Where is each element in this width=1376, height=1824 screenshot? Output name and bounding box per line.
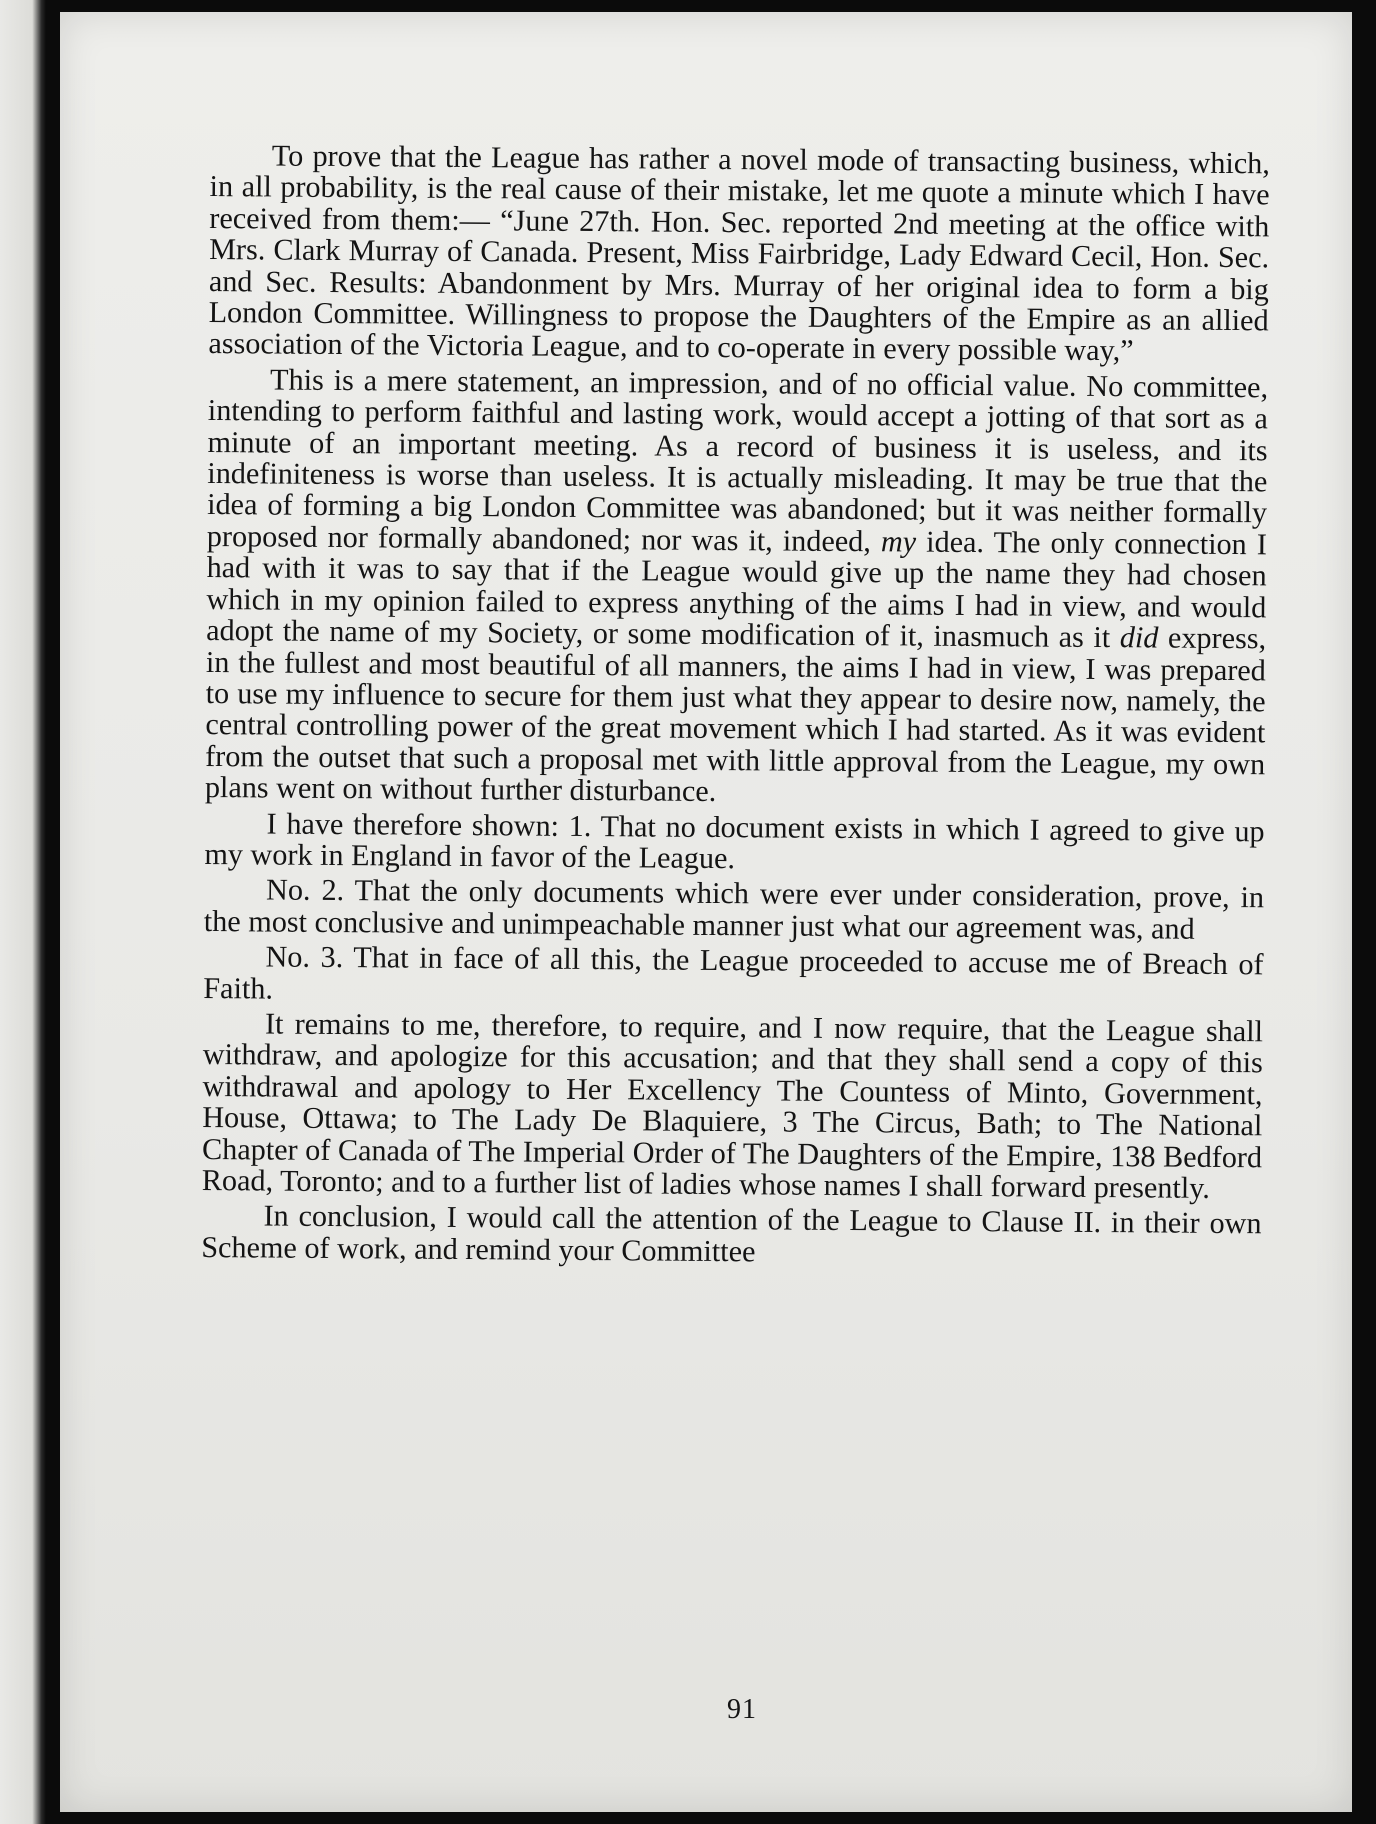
facing-page-edge <box>0 0 46 1824</box>
paragraph-point-3: No. 3. That in face of all this, the League proceeded to accuse me of Breach of Faith. <box>203 939 1264 1006</box>
body-text <box>201 140 1270 1276</box>
paragraph-minute-quote: To prove that the League has rather a novel mode of transacting business, which, in all probability, is the real cause of their mistake, let me quote a minute which I have received from them:— “June 27th. Hon. Sec. reported 2nd meeting at the office with Mrs. Clark Murray of Canada. Present, Miss Fairbridge, Lady Edward Cecil, Hon. Sec. and Sec. Results: Abandonment by Mrs. Murray of her original idea to form a big London Committee. Willingness to propose the Daughters of the Empire as an allied association of the Victoria League, and to co-operate in every possible way,” <box>208 138 1270 368</box>
paragraph-point-1: I have therefore shown: 1. That no document exists in which I agreed to give up my work in England in favor of the League. <box>204 805 1265 876</box>
page-number: 91 <box>727 1694 757 1725</box>
paragraph-conclusion: In conclusion, I would call the attention of the League to Clause II. in their own Scheme of work, and remind your Committee <box>201 1198 1262 1269</box>
paragraph-statement: This is a mere statement, an impression, and of no official value. No committee, intending to perform faithful and lasting work, would accept a jotting of that sort as a minute of an important meeting. As a record of business it is useless, and its indefiniteness is worse than useless. It is actually misleading. It may be true that the idea of forming a big London Committee was abandoned; but it was neither formally proposed nor formally abandoned; nor was it, indeed, my idea. The only connection I had with it was to say that if the League would give up the name they had chosen which in my opinion failed to express anything of the aims I had in view, and would adopt the name of my Society, or some modification of it, inasmuch as it did express, in the fullest and most beautiful of all manners, the aims I had in view, I was prepared to use my influence to secure for them just what they appear to desire now, namely, the central controlling power of the great movement which I had started. As it was evident from the outset that such a proposal met with little approval from the League, my own plans went on without further disturbance. <box>204 362 1269 809</box>
book-page <box>60 12 1352 1812</box>
paragraph-requirement: It remains to me, therefore, to require, and I now require, that the League shall withdraw, and apologize for this accusation; and that they shall send a copy of this withdrawal and apology to Her Excellency The Countess of Minto, Government, House, Ottawa; to The Lady De Blaquiere, 3 The Circus, Bath; to The National Chapter of Canada of The Imperial Order of The Daughters of the Empire, 138 Bedford Road, Toronto; and to a further list of ladies whose names I shall forward presently. <box>201 1006 1264 1205</box>
paragraph-point-2: No. 2. That the only documents which were ever under consideration, prove, in the most conclusive and unimpeachable manner just what our agreement was, and <box>203 872 1265 946</box>
